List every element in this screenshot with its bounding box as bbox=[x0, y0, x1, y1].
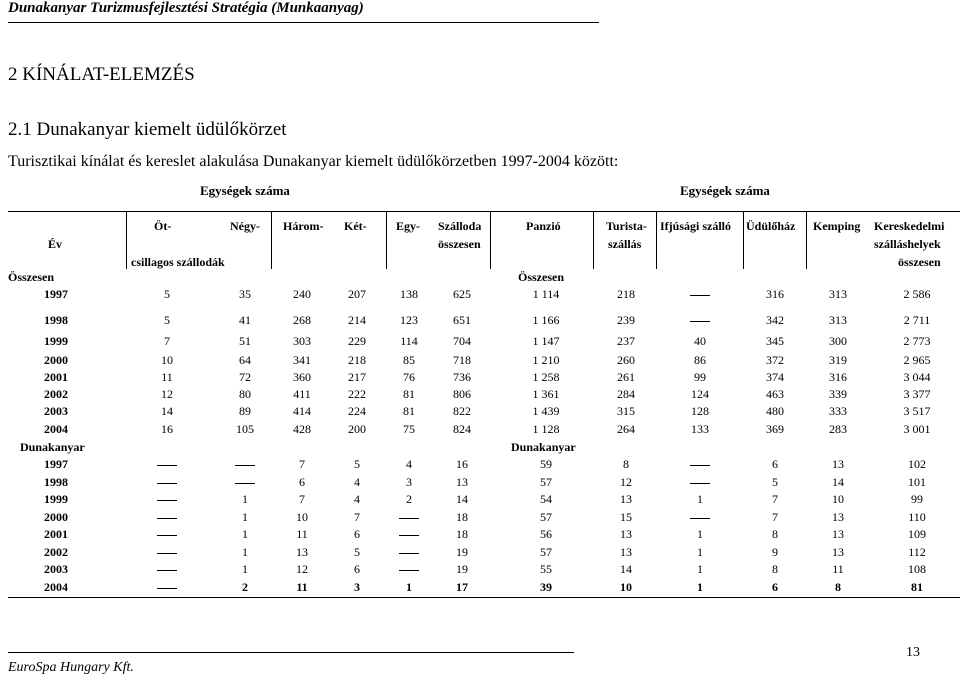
table-cell: 4 bbox=[354, 492, 360, 506]
table-cell: 16 bbox=[161, 422, 173, 436]
header-rule bbox=[8, 22, 599, 23]
table-cell: 112 bbox=[908, 545, 926, 559]
col-header: Két- bbox=[344, 219, 367, 233]
table-row bbox=[0, 527, 960, 545]
intro-text: Turisztikai kínálat és kereslet alakulása Dunakanyar kiemelt üdülőkörzetben 1997-2004 között: bbox=[8, 153, 619, 170]
empty-value-dash bbox=[399, 535, 419, 536]
table-cell: 59 bbox=[540, 457, 552, 471]
table-cell: 3 044 bbox=[903, 370, 931, 384]
table-cell: 7 bbox=[354, 510, 360, 524]
table-row bbox=[0, 422, 960, 440]
table-cell: 114 bbox=[400, 334, 418, 348]
table-cell: 124 bbox=[691, 387, 709, 401]
row-year: 1998 bbox=[44, 475, 68, 489]
col-header-sub: szálláshelyek bbox=[874, 237, 941, 251]
row-year: 2001 bbox=[44, 370, 68, 384]
table-cell: 822 bbox=[453, 404, 471, 418]
table-cell: 260 bbox=[617, 353, 635, 367]
unit-label-right: Egységek száma bbox=[680, 183, 770, 198]
table-cell: 1 bbox=[242, 527, 248, 541]
row-year: 1999 bbox=[44, 334, 68, 348]
col-header: Három- bbox=[283, 219, 324, 233]
table-cell: 2 bbox=[242, 580, 248, 594]
table-cell: 6 bbox=[354, 527, 360, 541]
table-cell: 13 bbox=[832, 510, 844, 524]
table-cell: 8 bbox=[772, 527, 778, 541]
table-cell: 12 bbox=[161, 387, 173, 401]
table-cell: 237 bbox=[617, 334, 635, 348]
table-cell: 10 bbox=[296, 510, 308, 524]
empty-value-dash bbox=[157, 570, 177, 571]
table-cell: 13 bbox=[620, 527, 632, 541]
table-cell: 15 bbox=[620, 510, 632, 524]
table-cell: 264 bbox=[617, 422, 635, 436]
table-cell: 1 bbox=[242, 492, 248, 506]
table-divider bbox=[271, 211, 272, 269]
table-cell: 19 bbox=[456, 562, 468, 576]
table-cell: 1 361 bbox=[532, 387, 560, 401]
empty-value-dash bbox=[690, 321, 710, 322]
table-cell: 41 bbox=[239, 313, 251, 327]
table-cell: 16 bbox=[456, 457, 468, 471]
table-cell: 5 bbox=[164, 287, 170, 301]
table-cell: 718 bbox=[453, 353, 471, 367]
table-divider bbox=[126, 211, 127, 269]
table-cell: 13 bbox=[620, 545, 632, 559]
table-cell: 14 bbox=[620, 562, 632, 576]
table-cell: 55 bbox=[540, 562, 552, 576]
table-cell: 57 bbox=[540, 545, 552, 559]
table-cell: 1 439 bbox=[532, 404, 560, 418]
row-year: 1997 bbox=[44, 457, 68, 471]
table-cell: 1 bbox=[697, 527, 703, 541]
empty-value-dash bbox=[157, 535, 177, 536]
table-cell: 11 bbox=[161, 370, 173, 384]
table-cell: 10 bbox=[620, 580, 632, 594]
table-cell: 414 bbox=[293, 404, 311, 418]
page-number: 13 bbox=[906, 645, 920, 660]
table-cell: 110 bbox=[908, 510, 926, 524]
empty-value-dash bbox=[399, 570, 419, 571]
table-cell: 4 bbox=[354, 475, 360, 489]
table-cell: 2 773 bbox=[903, 334, 931, 348]
table-cell: 105 bbox=[236, 422, 254, 436]
table-cell: 9 bbox=[772, 545, 778, 559]
table-cell: 85 bbox=[403, 353, 415, 367]
empty-value-dash bbox=[157, 518, 177, 519]
table-cell: 10 bbox=[832, 492, 844, 506]
table-cell: 3 bbox=[406, 475, 412, 489]
col-header: Kemping bbox=[813, 219, 861, 233]
table-cell: 80 bbox=[239, 387, 251, 401]
table-cell: 3 001 bbox=[903, 422, 931, 436]
table-divider bbox=[490, 211, 491, 269]
table-cell: 341 bbox=[293, 353, 311, 367]
table-cell: 72 bbox=[239, 370, 251, 384]
col-header: Kereskedelmi bbox=[874, 219, 945, 233]
table-divider bbox=[806, 211, 807, 269]
table-cell: 1 bbox=[697, 580, 703, 594]
section-label: Dunakanyar bbox=[20, 440, 85, 454]
row-year: 2000 bbox=[44, 510, 68, 524]
table-cell: 7 bbox=[164, 334, 170, 348]
table-cell: 342 bbox=[766, 313, 784, 327]
table-cell: 19 bbox=[456, 545, 468, 559]
table-cell: 6 bbox=[772, 580, 778, 594]
col-header: Egy- bbox=[396, 219, 420, 233]
table-cell: 39 bbox=[540, 580, 552, 594]
table-cell: 99 bbox=[694, 370, 706, 384]
table-cell: 101 bbox=[908, 475, 926, 489]
section-label: Összesen bbox=[8, 270, 54, 284]
table-cell: 5 bbox=[164, 313, 170, 327]
table-cell: 261 bbox=[617, 370, 635, 384]
table-row bbox=[0, 387, 960, 405]
table-cell: 207 bbox=[348, 287, 366, 301]
table-cell: 303 bbox=[293, 334, 311, 348]
table-cell: 11 bbox=[296, 527, 308, 541]
table-cell: 1 114 bbox=[532, 287, 560, 301]
table-divider bbox=[656, 211, 657, 269]
empty-value-dash bbox=[157, 483, 177, 484]
table-cell: 75 bbox=[403, 422, 415, 436]
table-cell: 625 bbox=[453, 287, 471, 301]
unit-label-left: Egységek száma bbox=[200, 183, 290, 198]
table-cell: 369 bbox=[766, 422, 784, 436]
table-cell: 57 bbox=[540, 475, 552, 489]
row-year: 2001 bbox=[44, 527, 68, 541]
col-header: Panzió bbox=[526, 219, 561, 233]
table-cell: 300 bbox=[829, 334, 847, 348]
row-year: 2002 bbox=[44, 545, 68, 559]
empty-value-dash bbox=[157, 553, 177, 554]
table-cell: 102 bbox=[908, 457, 926, 471]
table-cell: 3 517 bbox=[903, 404, 931, 418]
table-cell: 315 bbox=[617, 404, 635, 418]
table-cell: 372 bbox=[766, 353, 784, 367]
table-cell: 81 bbox=[403, 387, 415, 401]
empty-value-dash bbox=[235, 483, 255, 484]
table-cell: 1 166 bbox=[532, 313, 560, 327]
table-cell: 316 bbox=[829, 370, 847, 384]
table-cell: 7 bbox=[772, 492, 778, 506]
col-header: Üdülőház bbox=[746, 219, 796, 233]
table-cell: 218 bbox=[617, 287, 635, 301]
row-year: 1999 bbox=[44, 492, 68, 506]
table-cell: 1 bbox=[697, 492, 703, 506]
table-cell: 86 bbox=[694, 353, 706, 367]
table-cell: 480 bbox=[766, 404, 784, 418]
footer-rule bbox=[8, 652, 574, 653]
table-row bbox=[0, 580, 960, 598]
document-header: Dunakanyar Turizmusfejlesztési Stratégia (Munkaanyag) bbox=[8, 0, 364, 16]
table-cell: 1 258 bbox=[532, 370, 560, 384]
table-cell: 704 bbox=[453, 334, 471, 348]
table-cell: 229 bbox=[348, 334, 366, 348]
section-heading: 2.1 Dunakanyar kiemelt üdülőkörzet bbox=[8, 119, 287, 140]
table-cell: 13 bbox=[832, 457, 844, 471]
table-divider bbox=[743, 211, 744, 269]
table-cell: 56 bbox=[540, 527, 552, 541]
table-cell: 3 bbox=[354, 580, 360, 594]
table-cell: 10 bbox=[161, 353, 173, 367]
table-cell: 133 bbox=[691, 422, 709, 436]
col-header: Négy- bbox=[230, 219, 260, 233]
table-cell: 1 bbox=[242, 562, 248, 576]
table-cell: 12 bbox=[620, 475, 632, 489]
table-cell: 14 bbox=[456, 492, 468, 506]
table-cell: 11 bbox=[296, 580, 308, 594]
table-cell: 89 bbox=[239, 404, 251, 418]
table-cell: 1 bbox=[242, 510, 248, 524]
table-cell: 411 bbox=[293, 387, 311, 401]
table-cell: 736 bbox=[453, 370, 471, 384]
row-year: 1997 bbox=[44, 287, 68, 301]
table-cell: 6 bbox=[299, 475, 305, 489]
row-year: 2003 bbox=[44, 562, 68, 576]
table-cell: 7 bbox=[299, 457, 305, 471]
table-cell: 316 bbox=[766, 287, 784, 301]
table-cell: 40 bbox=[694, 334, 706, 348]
table-cell: 651 bbox=[453, 313, 471, 327]
table-cell: 64 bbox=[239, 353, 251, 367]
table-cell: 138 bbox=[400, 287, 418, 301]
empty-value-dash bbox=[399, 553, 419, 554]
table-cell: 51 bbox=[239, 334, 251, 348]
table-cell: 222 bbox=[348, 387, 366, 401]
table-cell: 54 bbox=[540, 492, 552, 506]
col-header-sub: szállás bbox=[608, 237, 642, 251]
empty-value-dash bbox=[690, 465, 710, 466]
table-cell: 11 bbox=[832, 562, 844, 576]
empty-value-dash bbox=[235, 465, 255, 466]
table-cell: 217 bbox=[348, 370, 366, 384]
table-row bbox=[0, 492, 960, 510]
footer-company: EuroSpa Hungary Kft. bbox=[8, 660, 134, 675]
col-header-sub: csillagos szállodák bbox=[131, 255, 225, 269]
table-cell: 2 bbox=[406, 492, 412, 506]
table-row bbox=[0, 457, 960, 475]
table-cell: 1 bbox=[697, 545, 703, 559]
table-cell: 8 bbox=[623, 457, 629, 471]
table-cell: 214 bbox=[348, 313, 366, 327]
row-year: 2004 bbox=[44, 422, 68, 436]
table-cell: 428 bbox=[293, 422, 311, 436]
table-cell: 339 bbox=[829, 387, 847, 401]
table-cell: 76 bbox=[403, 370, 415, 384]
table-cell: 5 bbox=[772, 475, 778, 489]
table-cell: 6 bbox=[772, 457, 778, 471]
section-center-label: Összesen bbox=[518, 270, 564, 284]
table-cell: 284 bbox=[617, 387, 635, 401]
table-cell: 8 bbox=[835, 580, 841, 594]
table-cell: 13 bbox=[456, 475, 468, 489]
table-cell: 13 bbox=[296, 545, 308, 559]
table-cell: 283 bbox=[829, 422, 847, 436]
empty-value-dash bbox=[157, 500, 177, 501]
table-cell: 345 bbox=[766, 334, 784, 348]
table-cell: 18 bbox=[456, 527, 468, 541]
table-cell: 4 bbox=[406, 457, 412, 471]
table-cell: 806 bbox=[453, 387, 471, 401]
table-cell: 824 bbox=[453, 422, 471, 436]
table-cell: 8 bbox=[772, 562, 778, 576]
table-cell: 6 bbox=[354, 562, 360, 576]
table-cell: 1 bbox=[697, 562, 703, 576]
table-cell: 268 bbox=[293, 313, 311, 327]
table-cell: 13 bbox=[620, 492, 632, 506]
table-cell: 14 bbox=[832, 475, 844, 489]
table-cell: 239 bbox=[617, 313, 635, 327]
section-center-label: Dunakanyar bbox=[511, 440, 576, 454]
table-cell: 1 147 bbox=[532, 334, 560, 348]
table-cell: 7 bbox=[299, 492, 305, 506]
table-row bbox=[0, 370, 960, 388]
table-cell: 18 bbox=[456, 510, 468, 524]
col-header: Ifjúsági szálló bbox=[660, 219, 732, 233]
row-year: 2000 bbox=[44, 353, 68, 367]
empty-value-dash bbox=[690, 518, 710, 519]
row-year: 1998 bbox=[44, 313, 68, 327]
year-header: Év bbox=[48, 237, 63, 251]
table-cell: 200 bbox=[348, 422, 366, 436]
row-year: 2003 bbox=[44, 404, 68, 418]
table-cell: 5 bbox=[354, 545, 360, 559]
row-year: 2004 bbox=[44, 580, 68, 594]
table-cell: 123 bbox=[400, 313, 418, 327]
table-cell: 218 bbox=[348, 353, 366, 367]
table-row bbox=[0, 545, 960, 563]
table-row bbox=[0, 404, 960, 422]
table-row bbox=[0, 562, 960, 580]
empty-value-dash bbox=[157, 588, 177, 589]
table-cell: 3 377 bbox=[903, 387, 931, 401]
table-row bbox=[0, 475, 960, 493]
table-row bbox=[0, 510, 960, 528]
table-cell: 1 128 bbox=[532, 422, 560, 436]
table-cell: 463 bbox=[766, 387, 784, 401]
table-cell: 12 bbox=[296, 562, 308, 576]
table-cell: 319 bbox=[829, 353, 847, 367]
col-header-sub: összesen bbox=[898, 255, 941, 269]
table-row bbox=[0, 334, 960, 352]
table-cell: 2 965 bbox=[903, 353, 931, 367]
table-cell: 313 bbox=[829, 287, 847, 301]
table-row bbox=[0, 313, 960, 331]
table-cell: 109 bbox=[908, 527, 926, 541]
col-header: Szálloda bbox=[438, 219, 482, 233]
table-cell: 374 bbox=[766, 370, 784, 384]
table-cell: 1 bbox=[406, 580, 412, 594]
table-cell: 313 bbox=[829, 313, 847, 327]
table-cell: 333 bbox=[829, 404, 847, 418]
table-cell: 1 210 bbox=[532, 353, 560, 367]
table-cell: 240 bbox=[293, 287, 311, 301]
table-cell: 2 711 bbox=[903, 313, 931, 327]
table-cell: 360 bbox=[293, 370, 311, 384]
table-cell: 17 bbox=[456, 580, 468, 594]
chapter-heading: 2 KÍNÁLAT-ELEMZÉS bbox=[8, 64, 195, 85]
table-cell: 13 bbox=[832, 545, 844, 559]
table-cell: 108 bbox=[908, 562, 926, 576]
table-cell: 1 bbox=[242, 545, 248, 559]
table-cell: 2 586 bbox=[903, 287, 931, 301]
table-cell: 224 bbox=[348, 404, 366, 418]
table-cell: 14 bbox=[161, 404, 173, 418]
empty-value-dash bbox=[399, 518, 419, 519]
table-cell: 57 bbox=[540, 510, 552, 524]
table-cell: 7 bbox=[772, 510, 778, 524]
table-cell: 13 bbox=[832, 527, 844, 541]
table-cell: 128 bbox=[691, 404, 709, 418]
empty-value-dash bbox=[690, 483, 710, 484]
table-cell: 81 bbox=[911, 580, 923, 594]
col-header: Öt- bbox=[154, 219, 172, 233]
col-header-sub: összesen bbox=[438, 237, 481, 251]
table-divider bbox=[593, 211, 594, 269]
table-row bbox=[0, 287, 960, 305]
row-year: 2002 bbox=[44, 387, 68, 401]
table-row bbox=[0, 353, 960, 371]
empty-value-dash bbox=[690, 295, 710, 296]
col-header: Turista- bbox=[606, 219, 647, 233]
empty-value-dash bbox=[157, 465, 177, 466]
table-divider bbox=[386, 211, 387, 269]
table-cell: 81 bbox=[403, 404, 415, 418]
table-cell: 35 bbox=[239, 287, 251, 301]
table-cell: 5 bbox=[354, 457, 360, 471]
table-cell: 99 bbox=[911, 492, 923, 506]
